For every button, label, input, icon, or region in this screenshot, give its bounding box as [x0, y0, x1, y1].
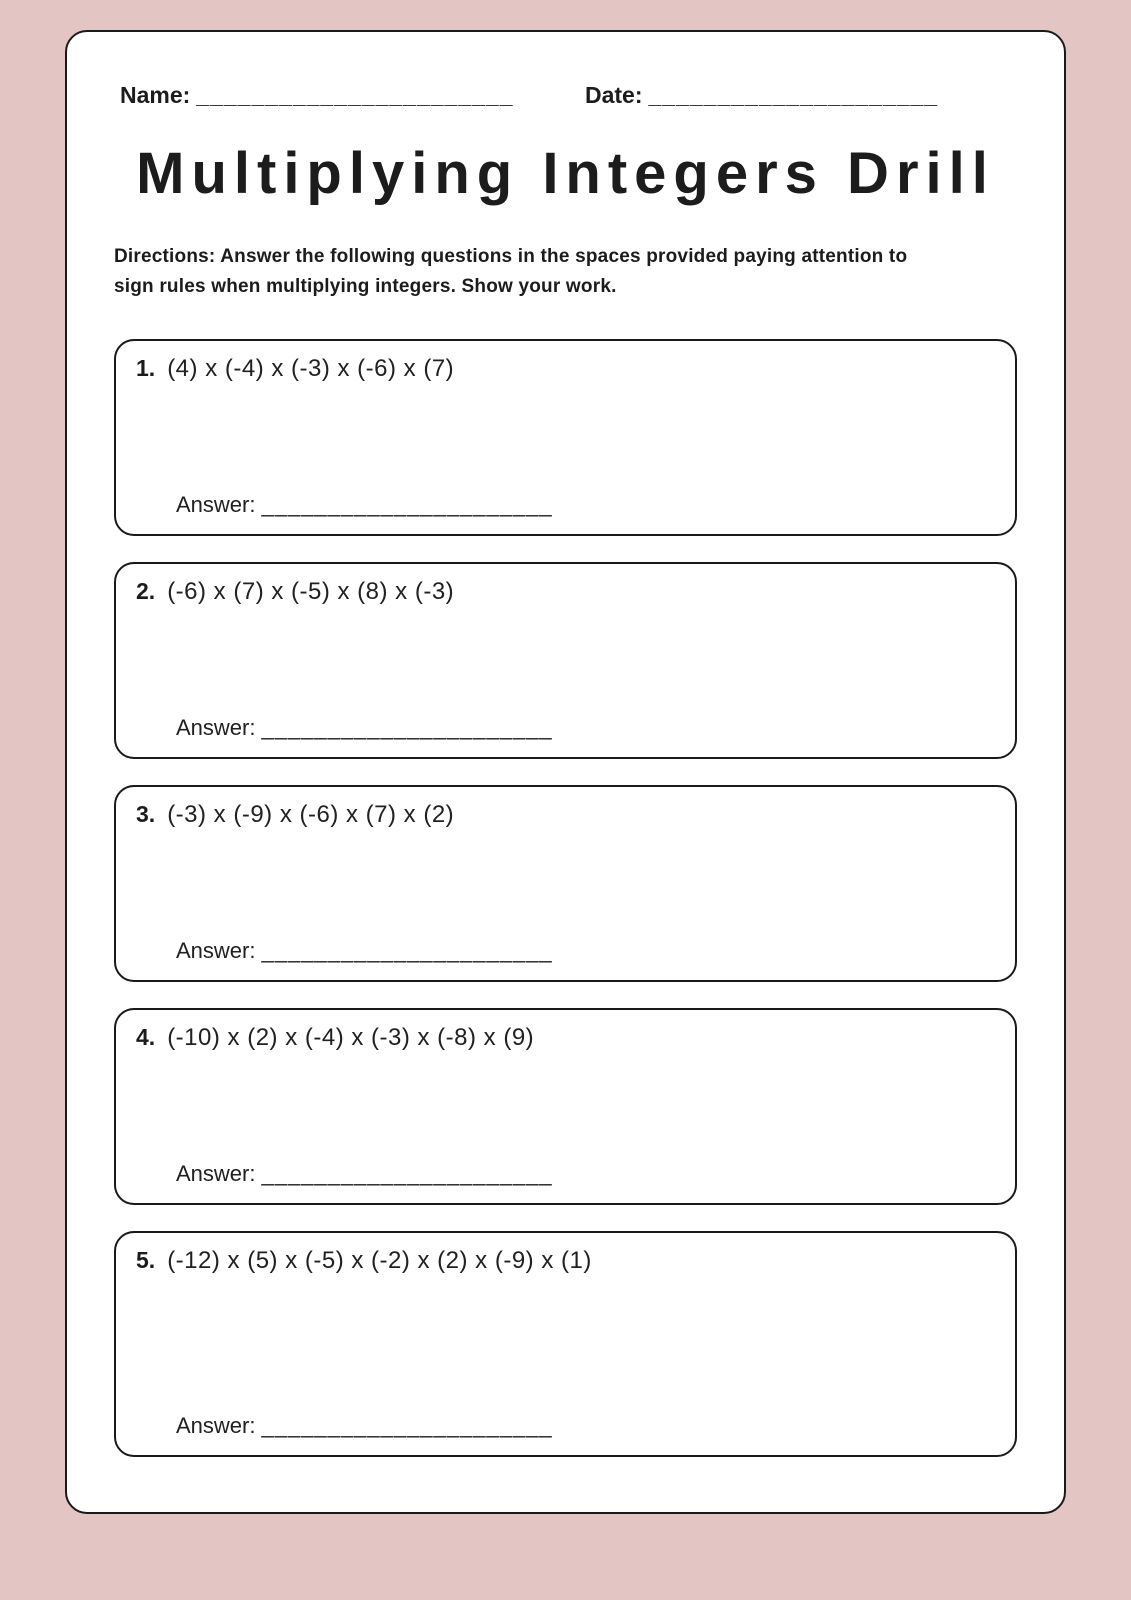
question-number: 1.	[136, 354, 156, 381]
question-expression: (-3) x (-9) x (-6) x (7) x (2)	[167, 800, 455, 828]
answer-row	[176, 1161, 553, 1187]
question-number: 4.	[136, 1023, 156, 1050]
question-list	[114, 339, 1017, 1457]
answer-label: Answer:	[176, 1160, 256, 1186]
question-expression: (-10) x (2) x (-4) x (-3) x (-8) x (9)	[167, 1023, 535, 1051]
name-blank-line: _______________________	[196, 82, 514, 108]
answer-blank-line: ______________________	[261, 1160, 553, 1186]
question-expression: (4) x (-4) x (-3) x (-6) x (7)	[167, 354, 455, 382]
header-row	[114, 82, 1017, 112]
date-label: Date:	[585, 82, 643, 108]
answer-label: Answer:	[176, 714, 256, 740]
answer-row	[176, 715, 553, 741]
name-label: Name:	[120, 82, 191, 108]
question-box-3	[114, 785, 1017, 982]
question-number: 3.	[136, 800, 156, 827]
question-box-4	[114, 1008, 1017, 1205]
answer-row	[176, 492, 553, 518]
question-expression: (-6) x (7) x (-5) x (8) x (-3)	[167, 577, 455, 605]
worksheet-title: Multiplying Integers Drill	[136, 141, 995, 206]
answer-blank-line: ______________________	[261, 937, 553, 963]
question-line	[136, 355, 995, 383]
question-number: 2.	[136, 577, 156, 604]
directions-text: Directions: Answer the following questions in the spaces provided paying attention to sign rules when multiplying integers. Show your work.	[114, 245, 908, 298]
question-line	[136, 801, 995, 829]
answer-blank-line: ______________________	[261, 714, 553, 740]
answer-row	[176, 1413, 553, 1439]
date-blank-line: _____________________	[648, 82, 939, 108]
question-expression: (-12) x (5) x (-5) x (-2) x (2) x (-9) x (1)	[167, 1246, 592, 1274]
question-line	[136, 1024, 995, 1052]
question-box-2	[114, 562, 1017, 759]
question-line	[136, 578, 995, 606]
answer-blank-line: ______________________	[261, 491, 553, 517]
date-field	[585, 82, 938, 109]
question-box-5	[114, 1231, 1017, 1457]
answer-label: Answer:	[176, 1412, 256, 1438]
worksheet-page	[65, 30, 1066, 1514]
answer-label: Answer:	[176, 491, 256, 517]
answer-blank-line: ______________________	[261, 1412, 553, 1438]
question-line	[136, 1247, 995, 1275]
question-number: 5.	[136, 1246, 156, 1273]
answer-row	[176, 938, 553, 964]
name-field	[120, 82, 514, 109]
answer-label: Answer:	[176, 937, 256, 963]
question-box-1	[114, 339, 1017, 536]
